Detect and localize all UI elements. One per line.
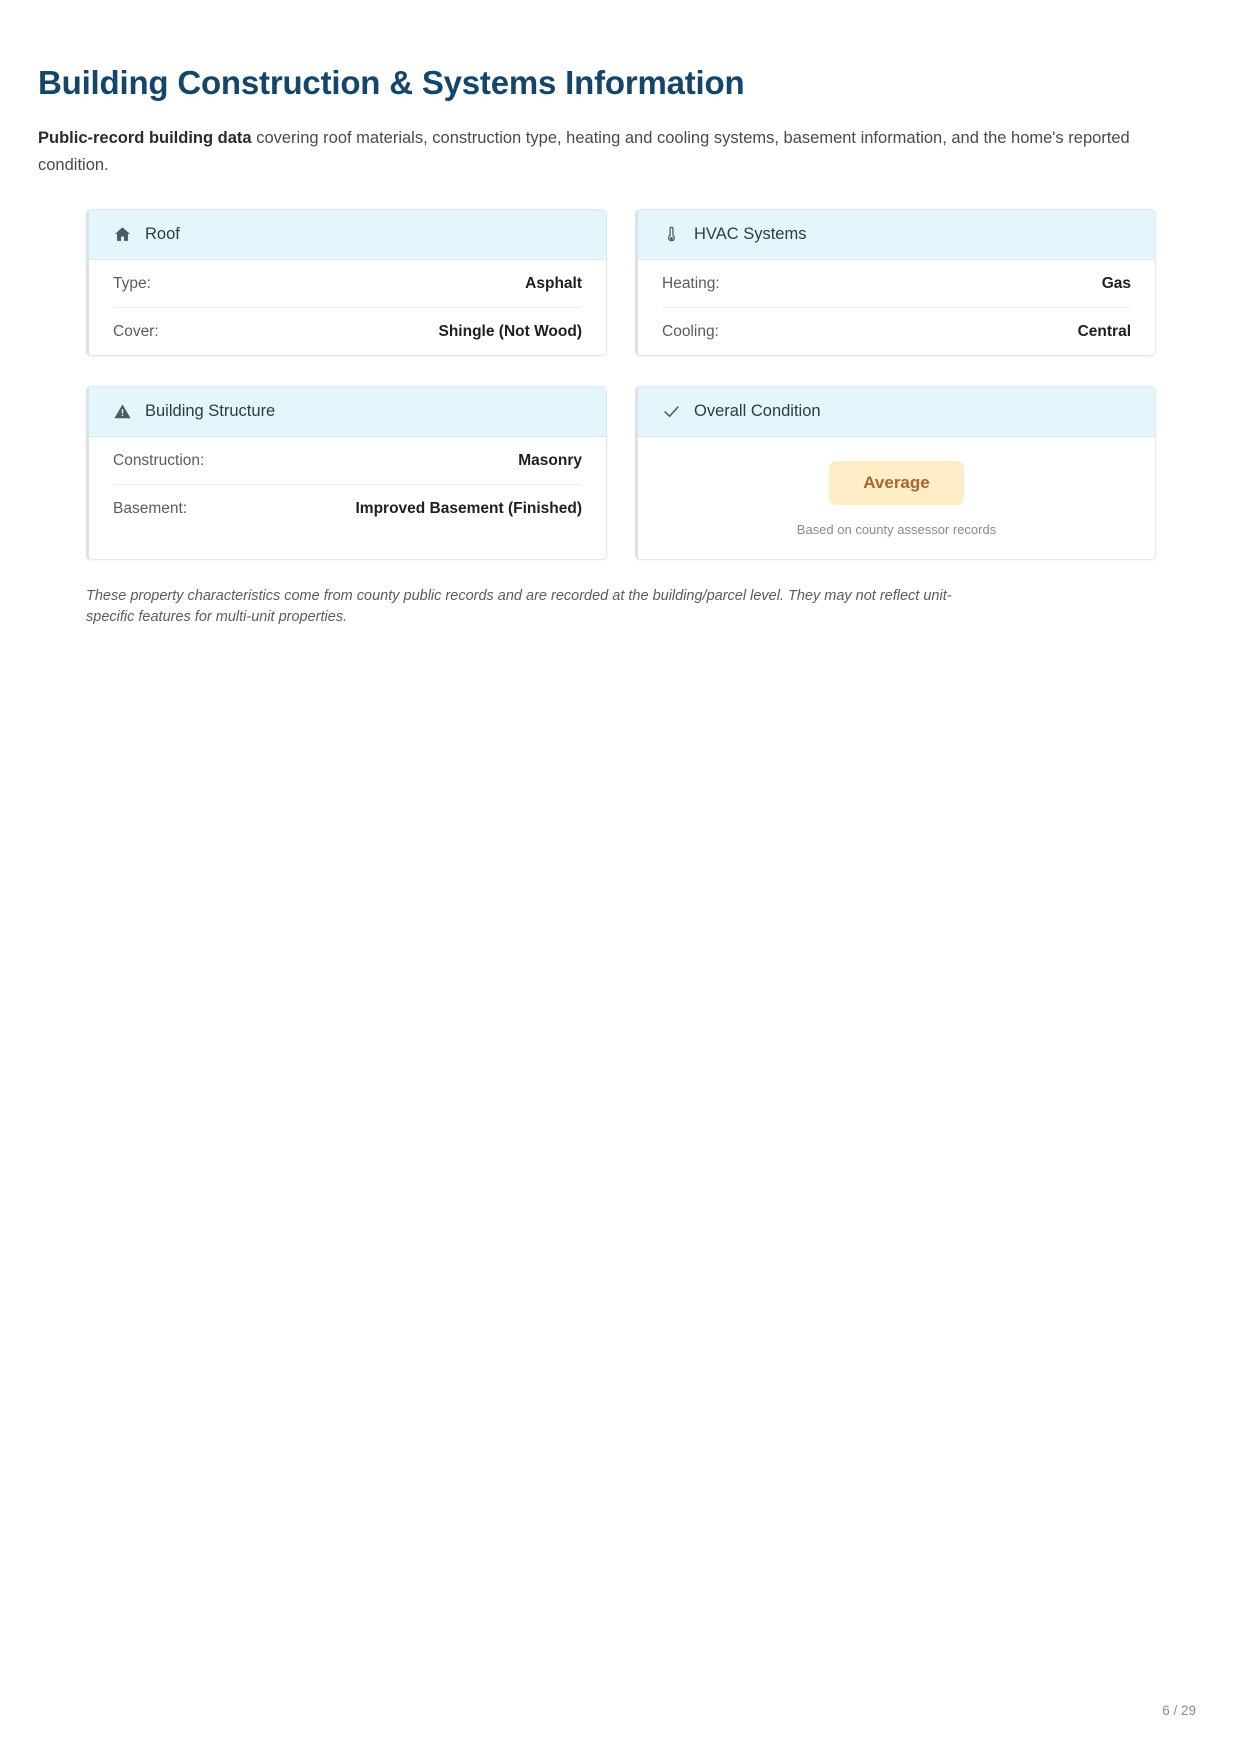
card-building-structure-title: Building Structure (145, 401, 276, 420)
intro-lead: Public-record building data (38, 129, 252, 148)
card-roof-body (89, 260, 606, 355)
card-building-structure-header (89, 387, 606, 437)
card-roof (86, 209, 607, 356)
card-overall-condition-title: Overall Condition (694, 401, 821, 420)
page-title: Building Construction & Systems Information (38, 64, 745, 101)
card-overall-condition-body (638, 437, 1155, 559)
row-label: Type: (113, 274, 151, 292)
condition-source-note: Based on county assessor records (796, 521, 997, 537)
card-hvac-body (638, 260, 1155, 355)
row-label: Cooling: (662, 322, 719, 340)
card-roof-title: Roof (145, 224, 180, 243)
table-row (113, 485, 582, 532)
row-label: Construction: (113, 451, 205, 469)
row-value: Improved Basement (Finished) (355, 499, 582, 517)
table-row (113, 308, 582, 355)
card-roof-header (89, 210, 606, 260)
card-overall-condition (635, 386, 1156, 560)
card-building-structure (86, 386, 607, 560)
table-row (662, 260, 1131, 308)
card-hvac-title: HVAC Systems (694, 224, 807, 243)
intro-paragraph (38, 125, 1204, 178)
document-page (0, 0, 1242, 629)
row-value: Shingle (Not Wood) (438, 322, 582, 340)
table-row (662, 308, 1131, 355)
row-value: Gas (1101, 274, 1131, 292)
home-icon (113, 225, 132, 244)
row-label: Cover: (113, 322, 159, 340)
warning-triangle-icon (113, 402, 132, 421)
footnote: These property characteristics come from county public records and are recorded at the building/parcel level. They may not reflect unit-specific features for multi-unit properties. (86, 587, 952, 626)
cards-grid (38, 209, 1204, 560)
page-number: 6 / 29 (1162, 1703, 1196, 1718)
row-value: Asphalt (525, 274, 582, 292)
row-value: Central (1077, 322, 1131, 340)
intro-rest: covering roof materials, construction type, heating and cooling systems, basement information, and the home's reported condition. (38, 129, 1130, 174)
card-building-structure-body (89, 437, 606, 559)
card-hvac (635, 209, 1156, 356)
card-hvac-header (638, 210, 1155, 260)
card-overall-condition-header (638, 387, 1155, 437)
table-row (113, 260, 582, 308)
table-row (113, 437, 582, 485)
check-icon (662, 402, 681, 421)
row-label: Heating: (662, 274, 720, 292)
status-badge: Average (829, 461, 963, 505)
thermometer-icon (662, 225, 681, 244)
row-value: Masonry (518, 451, 582, 469)
row-label: Basement: (113, 499, 188, 517)
